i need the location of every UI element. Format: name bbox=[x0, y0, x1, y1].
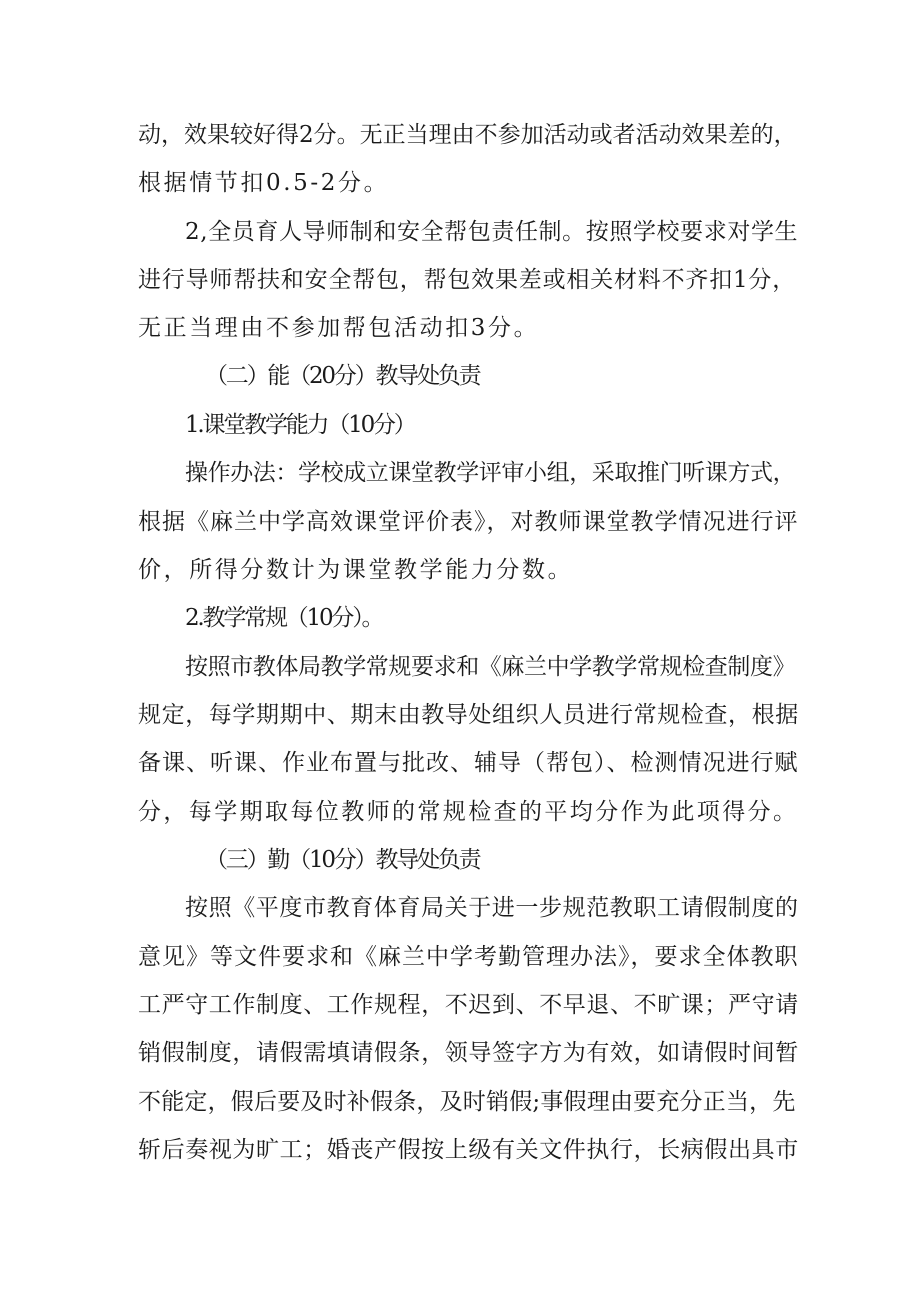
paragraph-line: 进行导师帮扶和安全帮包，帮包效果差或相关材料不齐扣1分， bbox=[138, 267, 797, 293]
paragraph-line: 工严守工作制度、工作规程，不迟到、不早退、不旷课；严守请 bbox=[138, 992, 799, 1018]
paragraph-line: 分，每学期取每位教师的常规检查的平均分作为此项得分。 bbox=[138, 799, 799, 825]
paragraph-line: 动，效果较好得2分。无正当理由不参加活动或者活动效果差的， bbox=[138, 122, 797, 148]
paragraph-line: 意见》等文件要求和《麻兰中学考勤管理办法》，要求全体教职 bbox=[138, 944, 799, 970]
paragraph-line: 根据《麻兰中学高效课堂评价表》，对教师课堂教学情况进行评 bbox=[138, 509, 799, 535]
paragraph-line: 备课、听课、作业布置与批改、辅导（帮包）、检测情况进行赋 bbox=[138, 750, 799, 776]
paragraph-line: 操作办法：学校成立课堂教学评审小组，采取推门听课方式， bbox=[185, 460, 796, 486]
paragraph-line: 销假制度，请假需填请假条，领导签字方为有效，如请假时间暂 bbox=[138, 1040, 799, 1066]
paragraph-line: 规定，每学期期中、期末由教导处组织人员进行常规检查，根据 bbox=[138, 702, 799, 728]
paragraph-line: 价，所得分数计为课堂教学能力分数。 bbox=[138, 557, 574, 583]
paragraph-line: 2,全员育人导师制和安全帮包责任制。按照学校要求对学生 bbox=[185, 219, 799, 245]
section-heading: （三）勤（10分）教导处负责 bbox=[205, 847, 480, 873]
paragraph-line: 无正当理由不参加帮包活动扣3分。 bbox=[138, 315, 540, 341]
paragraph-line: 根据情节扣0.5-2分。 bbox=[138, 170, 390, 196]
paragraph-line: 按照《平度市教育体育局关于进一步规范教职工请假制度的 bbox=[185, 895, 799, 921]
paragraph-line: 斩后奏视为旷工；婚丧产假按上级有关文件执行，长病假出具市 bbox=[138, 1137, 799, 1163]
section-heading: （二）能（20分）教导处负责 bbox=[205, 363, 480, 389]
paragraph-line: 按照市教体局教学常规要求和《麻兰中学教学常规检查制度》 bbox=[185, 654, 796, 680]
paragraph-line: 不能定，假后要及时补假条，及时销假;事假理由要充分正当，先 bbox=[138, 1089, 796, 1115]
subsection-heading: 1.课堂教学能力（10分） bbox=[185, 412, 415, 438]
subsection-heading: 2.教学常规（10分）。 bbox=[185, 605, 383, 631]
